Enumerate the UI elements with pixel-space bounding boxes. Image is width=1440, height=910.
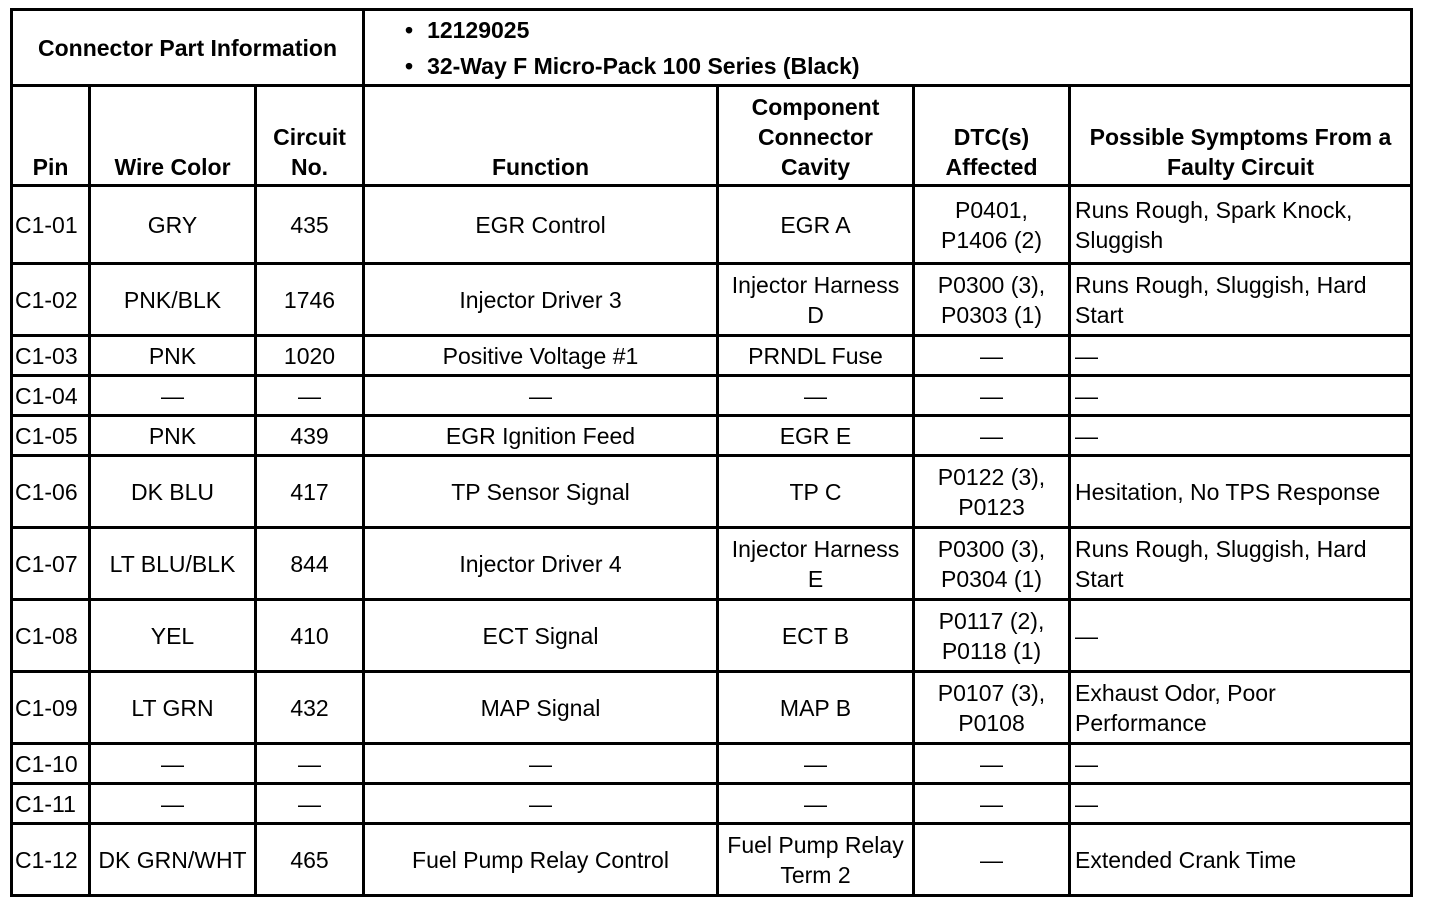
function-cell: EGR Ignition Feed <box>364 416 718 456</box>
circuit-cell: — <box>256 376 364 416</box>
dtc-cell: — <box>914 824 1070 896</box>
circuit-cell: 417 <box>256 456 364 528</box>
pin-cell: C1-01 <box>12 186 90 264</box>
pin-cell: C1-05 <box>12 416 90 456</box>
symptoms-cell: — <box>1070 416 1412 456</box>
table-row <box>12 456 1412 528</box>
cavity-cell: EGR E <box>718 416 914 456</box>
connector-part-number: • 12129025 <box>405 12 1406 48</box>
table-row <box>12 744 1412 784</box>
table-row <box>12 376 1412 416</box>
symptoms-cell: Exhaust Odor, Poor Performance <box>1070 672 1412 744</box>
table-row <box>12 672 1412 744</box>
dtc-cell: P0300 (3), P0303 (1) <box>914 264 1070 336</box>
cavity-cell: Injector Harness D <box>718 264 914 336</box>
function-cell: Positive Voltage #1 <box>364 336 718 376</box>
pin-cell: C1-10 <box>12 744 90 784</box>
cavity-cell: — <box>718 784 914 824</box>
header-wire-color: Wire Color <box>90 86 256 186</box>
wire-color-cell: DK GRN/WHT <box>90 824 256 896</box>
connector-pinout-table <box>10 8 1413 897</box>
table-row <box>12 416 1412 456</box>
function-cell: Injector Driver 4 <box>364 528 718 600</box>
circuit-cell: 435 <box>256 186 364 264</box>
symptoms-cell: — <box>1070 376 1412 416</box>
table-row <box>12 336 1412 376</box>
cavity-cell: Fuel Pump Relay Term 2 <box>718 824 914 896</box>
function-cell: MAP Signal <box>364 672 718 744</box>
wire-color-cell: LT GRN <box>90 672 256 744</box>
dtc-cell: P0107 (3), P0108 <box>914 672 1070 744</box>
header-symptoms: Possible Symptoms From a Faulty Circuit <box>1070 86 1412 186</box>
header-cavity: Component Connector Cavity <box>718 86 914 186</box>
symptoms-cell: — <box>1070 600 1412 672</box>
dtc-cell: P0401, P1406 (2) <box>914 186 1070 264</box>
function-cell: — <box>364 376 718 416</box>
dtc-cell: P0122 (3), P0123 <box>914 456 1070 528</box>
pin-cell: C1-11 <box>12 784 90 824</box>
dtc-cell: — <box>914 784 1070 824</box>
function-cell: Fuel Pump Relay Control <box>364 824 718 896</box>
dtc-cell: P0300 (3), P0304 (1) <box>914 528 1070 600</box>
connector-info-list <box>364 10 1412 86</box>
circuit-cell: 410 <box>256 600 364 672</box>
cavity-cell: MAP B <box>718 672 914 744</box>
table-row <box>12 784 1412 824</box>
symptoms-cell: Runs Rough, Sluggish, Hard Start <box>1070 528 1412 600</box>
pin-cell: C1-07 <box>12 528 90 600</box>
cavity-cell: PRNDL Fuse <box>718 336 914 376</box>
cavity-cell: TP C <box>718 456 914 528</box>
table-row <box>12 528 1412 600</box>
symptoms-cell: — <box>1070 336 1412 376</box>
circuit-cell: 439 <box>256 416 364 456</box>
wire-color-cell: DK BLU <box>90 456 256 528</box>
function-cell: — <box>364 784 718 824</box>
wire-color-cell: PNK <box>90 336 256 376</box>
cavity-cell: EGR A <box>718 186 914 264</box>
pin-cell: C1-03 <box>12 336 90 376</box>
function-cell: TP Sensor Signal <box>364 456 718 528</box>
wire-color-cell: PNK/BLK <box>90 264 256 336</box>
wire-color-cell: — <box>90 744 256 784</box>
symptoms-cell: Runs Rough, Spark Knock, Sluggish <box>1070 186 1412 264</box>
symptoms-cell: Extended Crank Time <box>1070 824 1412 896</box>
symptoms-cell: Hesitation, No TPS Response <box>1070 456 1412 528</box>
dtc-cell: — <box>914 376 1070 416</box>
circuit-cell: — <box>256 744 364 784</box>
cavity-cell: ECT B <box>718 600 914 672</box>
circuit-cell: 465 <box>256 824 364 896</box>
header-dtc: DTC(s) Affected <box>914 86 1070 186</box>
dtc-cell: — <box>914 336 1070 376</box>
function-cell: Injector Driver 3 <box>364 264 718 336</box>
header-function: Function <box>364 86 718 186</box>
symptoms-cell: — <box>1070 784 1412 824</box>
circuit-cell: 432 <box>256 672 364 744</box>
connector-info-label: Connector Part Information <box>12 10 364 86</box>
circuit-cell: — <box>256 784 364 824</box>
dtc-cell: P0117 (2), P0118 (1) <box>914 600 1070 672</box>
pin-cell: C1-09 <box>12 672 90 744</box>
pin-cell: C1-08 <box>12 600 90 672</box>
pin-cell: C1-06 <box>12 456 90 528</box>
pin-cell: C1-12 <box>12 824 90 896</box>
connector-description: • 32-Way F Micro-Pack 100 Series (Black) <box>405 48 1406 84</box>
function-cell: ECT Signal <box>364 600 718 672</box>
circuit-cell: 1746 <box>256 264 364 336</box>
function-cell: — <box>364 744 718 784</box>
function-cell: EGR Control <box>364 186 718 264</box>
table-row <box>12 600 1412 672</box>
header-pin: Pin <box>12 86 90 186</box>
wire-color-cell: PNK <box>90 416 256 456</box>
cavity-cell: — <box>718 744 914 784</box>
table-row <box>12 186 1412 264</box>
wire-color-cell: YEL <box>90 600 256 672</box>
table-row <box>12 264 1412 336</box>
wire-color-cell: LT BLU/BLK <box>90 528 256 600</box>
wire-color-cell: — <box>90 784 256 824</box>
pin-cell: C1-04 <box>12 376 90 416</box>
cavity-cell: — <box>718 376 914 416</box>
dtc-cell: — <box>914 416 1070 456</box>
dtc-cell: — <box>914 744 1070 784</box>
symptoms-cell: Runs Rough, Sluggish, Hard Start <box>1070 264 1412 336</box>
table-row <box>12 824 1412 896</box>
wire-color-cell: — <box>90 376 256 416</box>
circuit-cell: 1020 <box>256 336 364 376</box>
header-row <box>12 86 1412 186</box>
header-circuit-no: Circuit No. <box>256 86 364 186</box>
symptoms-cell: — <box>1070 744 1412 784</box>
cavity-cell: Injector Harness E <box>718 528 914 600</box>
circuit-cell: 844 <box>256 528 364 600</box>
pin-cell: C1-02 <box>12 264 90 336</box>
connector-info-row <box>12 10 1412 86</box>
wire-color-cell: GRY <box>90 186 256 264</box>
